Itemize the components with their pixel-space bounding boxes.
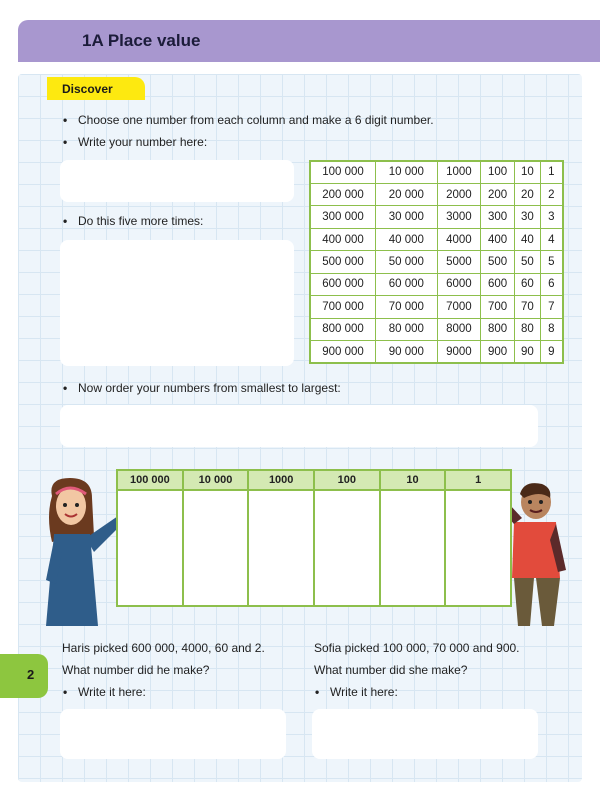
table-cell[interactable]: 100 [481,161,515,183]
table-cell[interactable]: 500 [481,251,515,273]
place-value-cell[interactable] [184,491,248,605]
place-value-chart [116,469,512,607]
table-cell[interactable]: 20 [514,183,540,205]
table-cell[interactable]: 3000 [437,206,481,228]
table-cell[interactable]: 700 000 [310,296,376,318]
table-cell[interactable]: 200 [481,183,515,205]
table-cell[interactable]: 700 [481,296,515,318]
table-cell[interactable]: 9 [540,341,563,364]
number-columns-table [309,160,564,364]
table-row [310,273,563,295]
instruction-order: • Now order your numbers from smallest to largest: [78,381,341,395]
discover-label: Discover [47,77,145,100]
table-cell[interactable]: 70 [514,296,540,318]
table-cell[interactable]: 80 000 [376,318,438,340]
haris-picked-text: Haris picked 600 000, 4000, 60 and 2. [62,641,265,655]
haris-answer-box[interactable] [60,709,286,759]
page-number: 2 [0,654,48,698]
table-cell[interactable]: 60 000 [376,273,438,295]
table-cell[interactable]: 300 000 [310,206,376,228]
table-cell[interactable]: 2 [540,183,563,205]
table-cell[interactable]: 70 000 [376,296,438,318]
table-cell[interactable]: 4000 [437,228,481,250]
table-cell[interactable]: 30 [514,206,540,228]
table-cell[interactable]: 5 [540,251,563,273]
place-value-column [118,471,184,605]
place-value-column [381,471,447,605]
table-cell[interactable]: 900 [481,341,515,364]
order-numbers-box[interactable] [60,405,538,447]
place-value-header: 100 [315,471,379,491]
table-cell[interactable]: 80 [514,318,540,340]
table-cell[interactable]: 800 000 [310,318,376,340]
place-value-cell[interactable] [446,491,510,605]
sofia-write-label: • Write it here: [330,685,398,699]
table-row [310,251,563,273]
table-row [310,161,563,183]
table-cell[interactable]: 10 000 [376,161,438,183]
table-cell[interactable]: 6 [540,273,563,295]
table-row [310,183,563,205]
table-cell[interactable]: 300 [481,206,515,228]
table-cell[interactable]: 9000 [437,341,481,364]
table-cell[interactable]: 5000 [437,251,481,273]
sofia-answer-box[interactable] [312,709,538,759]
table-cell[interactable]: 8000 [437,318,481,340]
table-cell[interactable]: 400 [481,228,515,250]
table-cell[interactable]: 40 [514,228,540,250]
table-row [310,296,563,318]
table-cell[interactable]: 7000 [437,296,481,318]
table-cell[interactable]: 8 [540,318,563,340]
table-cell[interactable]: 2000 [437,183,481,205]
page-title: 1A Place value [82,31,201,50]
instruction-write-number: • Write your number here: [78,135,207,149]
write-number-box[interactable] [60,160,294,202]
table-row [310,318,563,340]
place-value-column [446,471,510,605]
table-cell[interactable]: 60 [514,273,540,295]
place-value-column [249,471,315,605]
place-value-header: 1000 [249,471,313,491]
table-cell[interactable]: 100 000 [310,161,376,183]
table-cell[interactable]: 40 000 [376,228,438,250]
page-header [18,20,600,62]
table-cell[interactable]: 400 000 [310,228,376,250]
place-value-column [184,471,250,605]
haris-question: What number did he make? [62,663,210,677]
table-cell[interactable]: 1000 [437,161,481,183]
table-cell[interactable]: 7 [540,296,563,318]
place-value-cell[interactable] [118,491,182,605]
table-cell[interactable]: 500 000 [310,251,376,273]
five-more-box[interactable] [60,240,294,366]
table-cell[interactable]: 20 000 [376,183,438,205]
sofia-picked-text: Sofia picked 100 000, 70 000 and 900. [314,641,520,655]
table-cell[interactable]: 4 [540,228,563,250]
table-cell[interactable]: 10 [514,161,540,183]
place-value-header: 10 [381,471,445,491]
place-value-header: 100 000 [118,471,182,491]
table-cell[interactable]: 600 [481,273,515,295]
table-cell[interactable]: 200 000 [310,183,376,205]
place-value-cell[interactable] [381,491,445,605]
table-row [310,341,563,364]
table-row [310,228,563,250]
table-cell[interactable]: 30 000 [376,206,438,228]
table-row [310,206,563,228]
haris-write-label: • Write it here: [78,685,146,699]
place-value-header: 10 000 [184,471,248,491]
table-cell[interactable]: 800 [481,318,515,340]
table-cell[interactable]: 900 000 [310,341,376,364]
place-value-cell[interactable] [249,491,313,605]
table-cell[interactable]: 3 [540,206,563,228]
instruction-choose: • Choose one number from each column and make a 6 digit number. [78,113,434,127]
table-cell[interactable]: 90 [514,341,540,364]
sofia-question: What number did she make? [314,663,468,677]
place-value-column [315,471,381,605]
table-cell[interactable]: 90 000 [376,341,438,364]
table-cell[interactable]: 6000 [437,273,481,295]
place-value-cell[interactable] [315,491,379,605]
place-value-header: 1 [446,471,510,491]
table-cell[interactable]: 50 [514,251,540,273]
table-cell[interactable]: 600 000 [310,273,376,295]
table-cell[interactable]: 1 [540,161,563,183]
instruction-five-more: • Do this five more times: [78,214,203,228]
table-cell[interactable]: 50 000 [376,251,438,273]
